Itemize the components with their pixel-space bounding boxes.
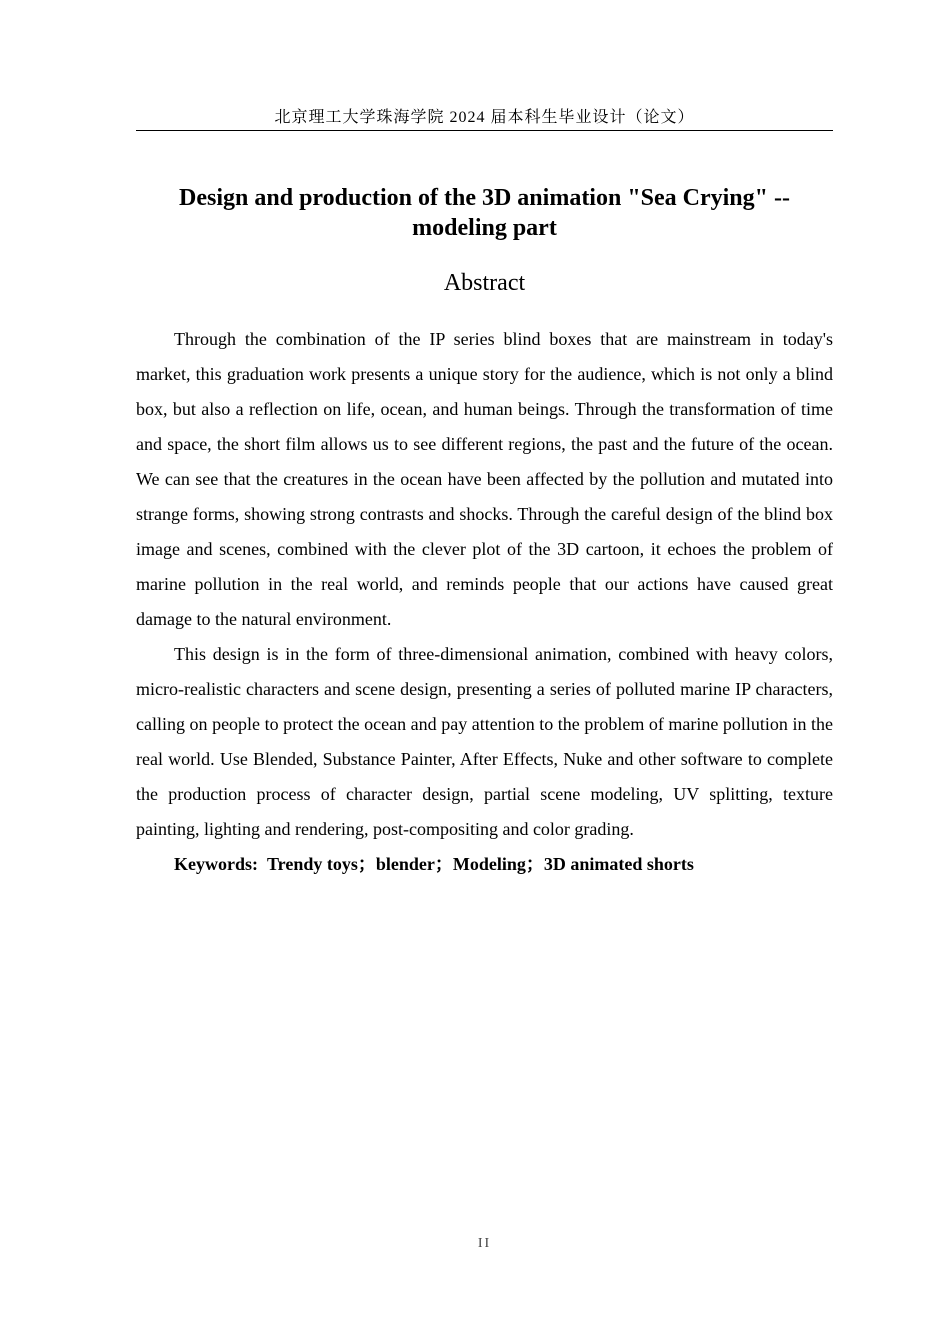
abstract-heading: Abstract (443, 270, 526, 296)
header-rule (136, 130, 833, 131)
abstract-paragraph-2: This design is in the form of three-dimensional animation, combined with heavy colors, micro-realistic characters and scene design, presenting a series of polluted marine IP characters, calling on people to protect the ocean and pay attention to the problem of marine pollution in the real world. Use Blended, Substance Painter, After Effects, Nuke and other software to complete the production process of character design, partial scene modeling, UV splitting, texture painting, lighting and rendering, post-compositing and color grading. (136, 644, 833, 839)
keywords-list: Trendy toys；blender；Modeling；3D animated shorts (267, 854, 694, 874)
running-header: 北京理工大学珠海学院 2024 届本科生毕业设计（论文） (274, 109, 695, 126)
keywords-label: Keywords: (174, 854, 258, 874)
keywords-line (136, 847, 833, 882)
page-number: II (477, 1236, 492, 1251)
paper-title: Design and production of the 3D animation "Sea Crying" -- modeling part (179, 185, 790, 241)
abstract-paragraph-1: Through the combination of the IP series blind boxes that are mainstream in today's market, this graduation work presents a unique story for the audience, which is not only a blind box, but also a reflection on life, ocean, and human beings. Through the transformation of time and space, the short film allows us to see different regions, the past and the future of the ocean. We can see that the creatures in the ocean have been affected by the pollution and mutated into strange forms, showing strong contrasts and shocks. Through the careful design of the blind box image and scenes, combined with the clever plot of the 3D cartoon, it echoes the problem of marine pollution in the real world, and reminds people that our actions have caused great damage to the natural environment. (136, 329, 833, 629)
abstract-body (136, 322, 833, 882)
